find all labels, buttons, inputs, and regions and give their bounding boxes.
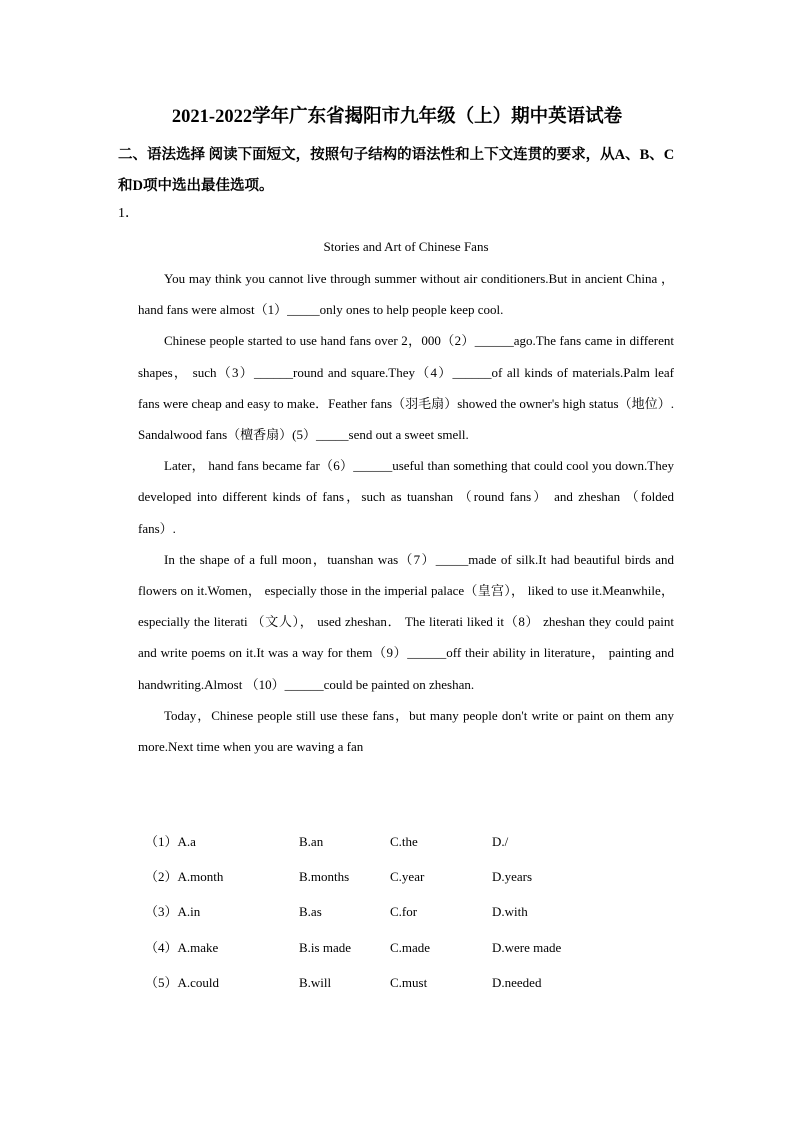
option-b: B.months [299,869,350,885]
page-title: 2021-2022学年广东省揭阳市九年级（上）期中英语试卷 [171,107,623,127]
passage [138,263,674,762]
option-a: （1）A.a [145,834,196,849]
option-a: （2）A.month [145,869,224,885]
passage-paragraph: Today，Chinese people still use these fans，but many people don't write or paint on them any more.Next time when you are waving a fan [138,707,674,755]
option-a: （4）A.make [145,939,219,955]
option-d: D./ [492,834,509,849]
option-c: C.made [390,939,431,955]
passage-paragraph: Chinese people started to use hand fans over 2，000（2）______ago.The fans came in different shapes， such（3）______round and square.They（4）______of all kinds of materials.Palm leaf fans were cheap and easy to make．Feather fans（羽毛扇）showed the owner's high status（地位）. Sandalwood fans（檀香扇）(5）_____send out a sweet smell. [138,333,674,443]
option-c: C.for [390,904,418,920]
option-c: C.the [390,834,418,849]
option-b: B.as [299,904,322,920]
question-number: 1． [118,206,139,221]
option-d: D.years [492,869,533,885]
passage-paragraph: In the shape of a full moon，tuanshan was（7）_____made of silk.It had beautiful birds and flowers on it.Women， especially those in the imperial palace（皇宫）， liked to use it.Meanwhile， especially the literati （文人）， used zheshan． The literati liked it（8） zheshan they could paint and write poems on it.It was a way for them（9）______off their ability in literature， painting and handwriting.Almost （10）______could be painted on zheshan. [138,551,674,692]
option-d: D.needed [492,974,542,990]
option-d: D.were made [492,939,562,955]
option-b: B.is made [299,939,351,955]
option-c: C.year [390,869,425,885]
option-b: B.will [299,974,332,990]
option-a: （5）A.could [145,974,220,990]
passage-paragraph: Later， hand fans became far（6）______useful than something that could cool you down.They developed into different kinds of fans，such as tuanshan （round fans） and zheshan （folded fans）. [138,458,674,536]
section-heading: 二、语法选择 阅读下面短文，按照句子结构的语法性和上下文连贯的要求，从A、B、C和D项中选出最佳选项。 [118,147,675,194]
passage-title: Stories and Art of Chinese Fans [323,239,489,254]
option-row [145,862,645,897]
answer-options [145,827,645,1003]
option-b: B.an [299,834,324,849]
option-row [145,933,645,968]
option-a: （3）A.in [145,904,201,920]
option-c: C.must [390,974,428,990]
option-row [145,968,645,1003]
option-row [145,897,645,932]
option-row [145,827,645,862]
option-d: D.with [492,904,528,920]
passage-paragraph: You may think you cannot live through summer without air conditioners.But in ancient China ，hand fans were almost（1）_____only ones to help people keep cool. [138,271,674,318]
